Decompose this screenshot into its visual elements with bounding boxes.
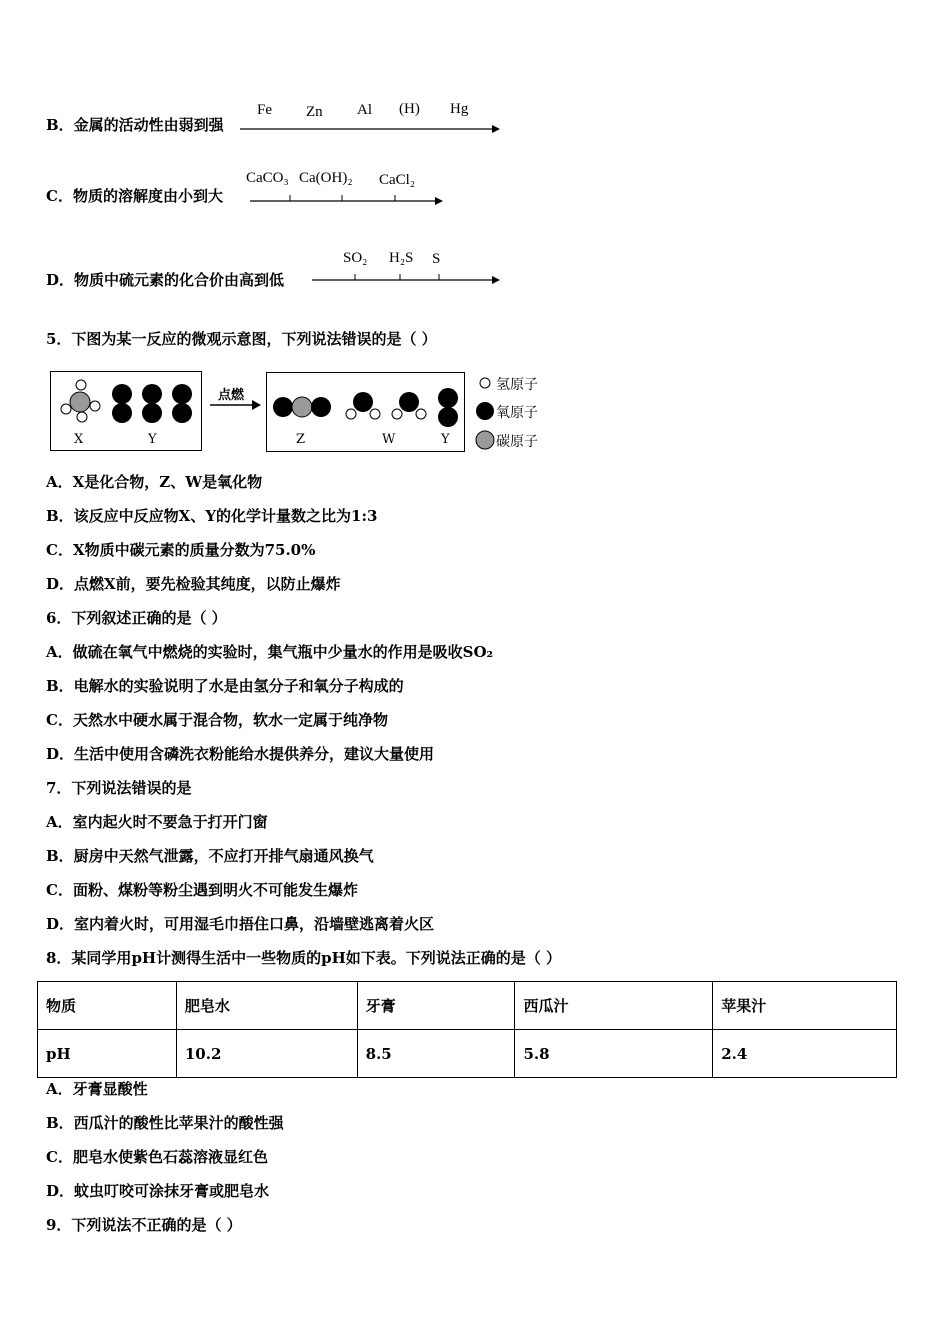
- q6-option-c: C．天然水中硬水属于混合物，软水一定属于纯净物: [46, 711, 388, 729]
- q8-option-b: B．西瓜汁的酸性比苹果汁的酸性强: [46, 1114, 284, 1132]
- scale-d-arrow: [312, 273, 502, 287]
- table-header-cell: 牙膏: [357, 982, 515, 1030]
- table-cell: 2.4: [713, 1030, 897, 1078]
- scale-d-label: H₂S: [389, 250, 414, 266]
- reactant-molecules: [50, 371, 202, 451]
- q6-option-d: D．生活中使用含磷洗衣粉能给水提供养分，建议大量使用: [46, 745, 435, 763]
- q5-option-d: D．点燃X前，要先检验其纯度，以防止爆炸: [46, 575, 341, 593]
- scale-b-label: Hg: [450, 101, 469, 117]
- q6-option-a: A．做硫在氧气中燃烧的实验时，集气瓶中少量水的作用是吸收SO₂: [46, 643, 494, 661]
- q5-option-a: A．X是化合物，Z、W是氧化物: [46, 473, 263, 491]
- label-y-product: Y: [441, 432, 450, 447]
- scale-b-label: Al: [357, 102, 372, 118]
- table-cell: 10.2: [176, 1030, 357, 1078]
- scale-c-arrow: [250, 194, 445, 208]
- table-header-cell: 物质: [38, 982, 177, 1030]
- table-header-cell: 苹果汁: [713, 982, 897, 1030]
- scale-c-label: Ca(OH)₂: [299, 170, 353, 186]
- legend-hydrogen: 氢原子: [496, 377, 538, 393]
- q4-option-b: B．金属的活动性由弱到强: [46, 116, 224, 134]
- scale-b-label: (H): [399, 101, 420, 117]
- q6-stem: 6．下列叙述正确的是（ ）: [46, 609, 227, 627]
- q5-option-c: C．X物质中碳元素的质量分数为75.0%: [46, 541, 316, 559]
- q5-stem: 5．下图为某一反应的微观示意图，下列说法错误的是（ ）: [46, 330, 437, 348]
- arrow-label-ignite: 点燃: [218, 388, 245, 403]
- legend-carbon: 碳原子: [496, 434, 538, 450]
- table-header-cell: 肥皂水: [176, 982, 357, 1030]
- label-y: Y: [148, 432, 157, 447]
- q9-stem: 9．下列说法不正确的是（ ）: [46, 1216, 242, 1234]
- scale-b-label: Zn: [306, 104, 323, 120]
- q7-option-d: D．室内着火时，可用湿毛巾捂住口鼻，沿墙壁逃离着火区: [46, 915, 435, 933]
- table-cell: pH: [38, 1030, 177, 1078]
- scale-c-label: CaCO₃: [246, 170, 289, 186]
- table-cell: 8.5: [357, 1030, 515, 1078]
- table-row: [38, 1030, 897, 1078]
- q7-option-b: B．厨房中天然气泄露，不应打开排气扇通风换气: [46, 847, 374, 865]
- reaction-arrow: [210, 398, 262, 412]
- q8-option-d: D．蚊虫叮咬可涂抹牙膏或肥皂水: [46, 1182, 270, 1200]
- scale-b-label: Fe: [257, 102, 272, 118]
- ph-table: [37, 981, 897, 1078]
- scale-b-arrow: [240, 122, 502, 136]
- scale-c-label: CaCl₂: [379, 172, 416, 188]
- q5-option-b: B．该反应中反应物X、Y的化学计量数之比为1:3: [46, 507, 378, 525]
- q7-option-a: A．室内起火时不要急于打开门窗: [46, 813, 268, 831]
- label-w: W: [382, 432, 396, 447]
- q7-stem: 7．下列说法错误的是: [46, 779, 192, 797]
- legend-oxygen: 氧原子: [496, 405, 538, 421]
- q6-option-b: B．电解水的实验说明了水是由氢分子和氧分子构成的: [46, 677, 404, 695]
- label-x: X: [74, 432, 84, 447]
- q7-option-c: C．面粉、煤粉等粉尘遇到明火不可能发生爆炸: [46, 881, 358, 899]
- q8-option-c: C．肥皂水使紫色石蕊溶液显红色: [46, 1148, 268, 1166]
- q4-option-c: C．物质的溶解度由小到大: [46, 187, 223, 205]
- table-cell: 5.8: [515, 1030, 713, 1078]
- label-z: Z: [296, 432, 306, 447]
- q4-option-d: D．物质中硫元素的化合价由高到低: [46, 271, 285, 289]
- table-header-row: [38, 982, 897, 1030]
- q8-stem: 8．某同学用pH计测得生活中一些物质的pH如下表。下列说法正确的是（ ）: [46, 949, 561, 967]
- q8-option-a: A．牙膏显酸性: [46, 1080, 148, 1098]
- table-header-cell: 西瓜汁: [515, 982, 713, 1030]
- scale-d-label: S: [432, 251, 441, 267]
- scale-d-label: SO₂: [343, 250, 368, 266]
